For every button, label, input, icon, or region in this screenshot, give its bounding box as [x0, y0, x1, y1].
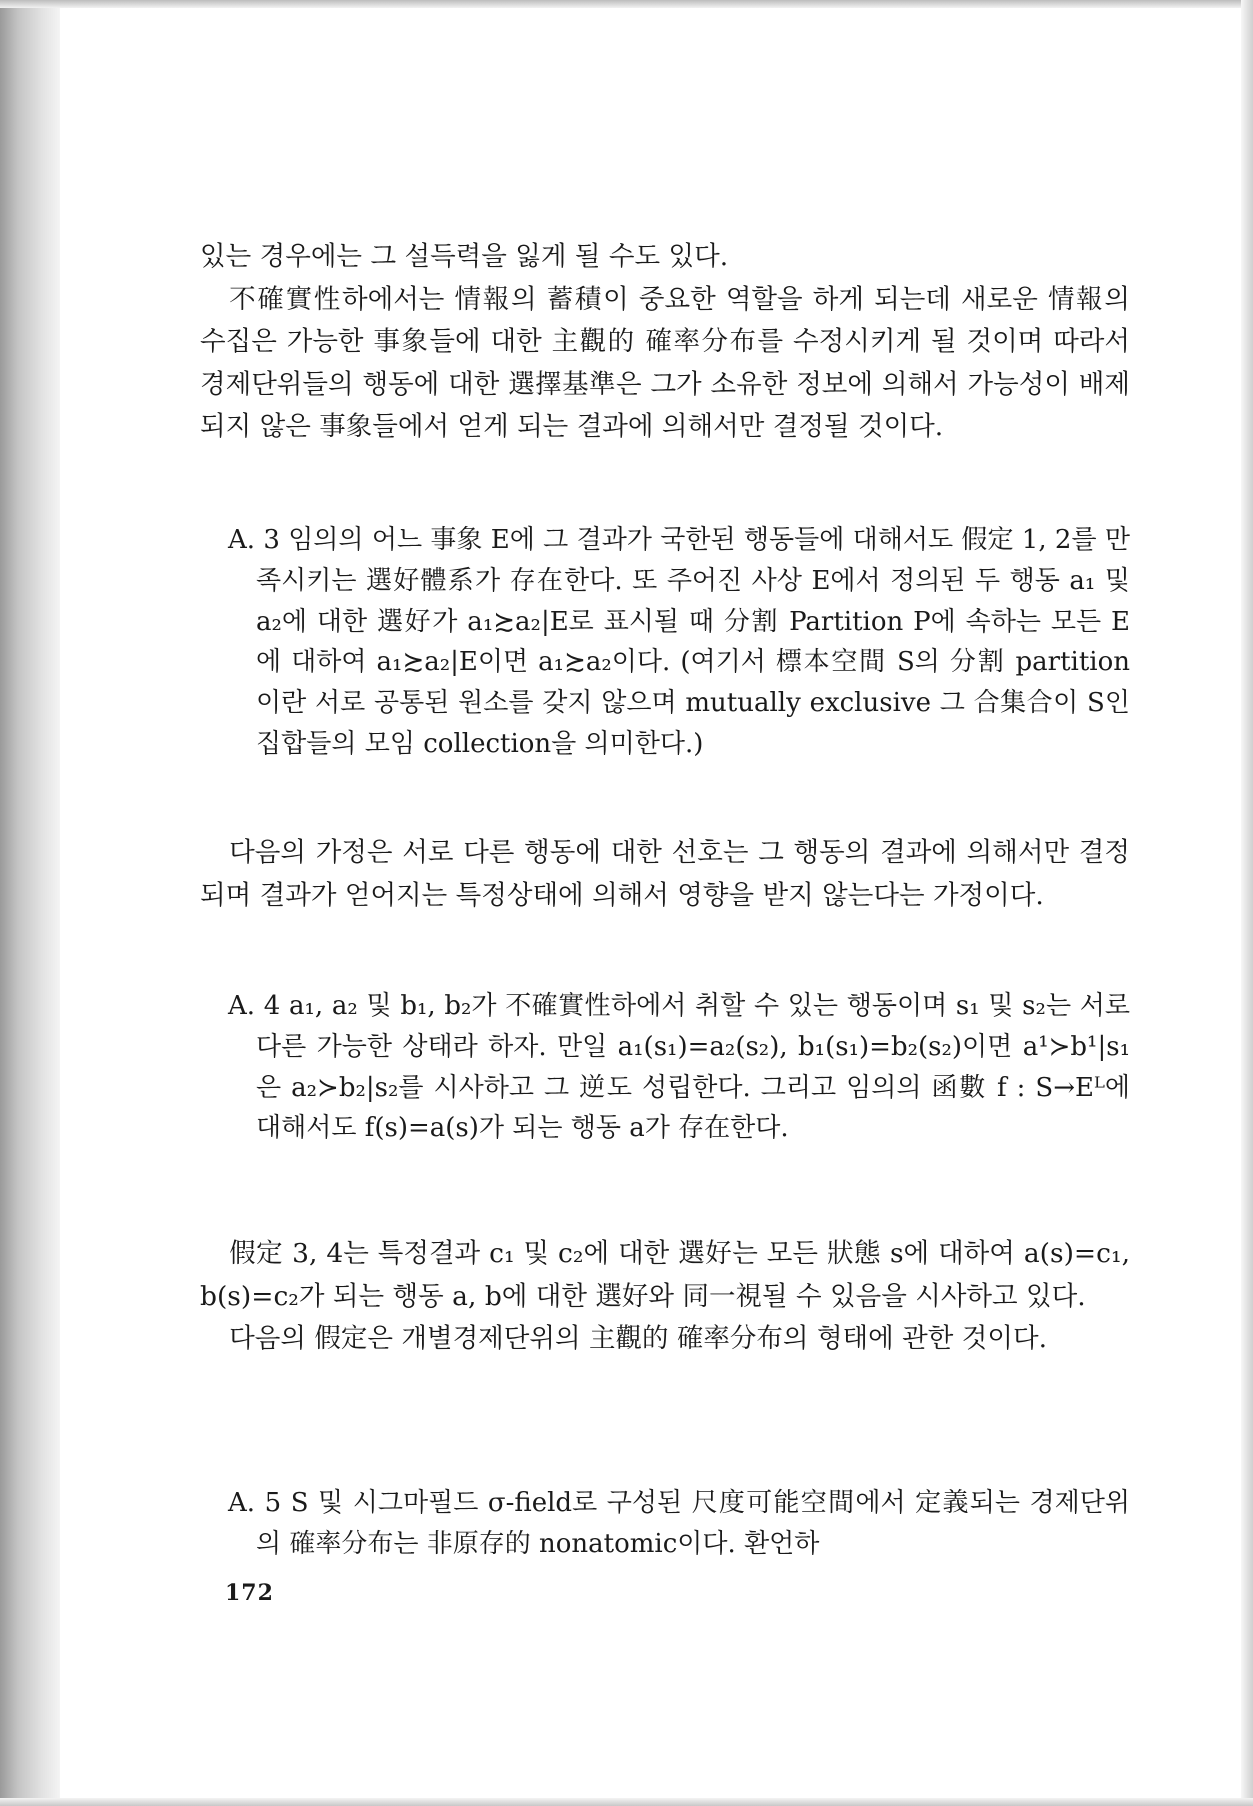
text-block-1 [200, 236, 1130, 449]
assumption-a5 [228, 1483, 1130, 1565]
paragraph-5: 다음의 假定은 개별경제단위의 主觀的 確率分布의 형태에 관한 것이다. [229, 1323, 1048, 1354]
book-bottom-edge [0, 1798, 1253, 1806]
book-top-edge [0, 0, 1253, 8]
paragraph-1: 있는 경우에는 그 설득력을 잃게 될 수도 있다. [200, 241, 729, 272]
assumption-a5-text: A. 5 S 및 시그마필드 σ-field로 구성된 尺度可能空間에서 定義되는 경제단위의 確率分布는 非原存的 nonatomic이다. 환언하 [228, 1488, 1130, 1559]
book-right-edge [1241, 0, 1253, 1806]
book-page [60, 8, 1241, 1798]
text-block-3 [200, 1233, 1130, 1361]
assumption-a4 [228, 986, 1130, 1149]
assumption-a4-text: A. 4 a₁, a₂ 및 b₁, b₂가 不確實性하에서 취할 수 있는 행동이며 s₁ 및 s₂는 서로 다른 가능한 상태라 하자. 만일 a₁(s₁)=a₂(s₂), b₁(s₁)=b₂(s₂)이면 a¹≻b¹|s₁은 a₂≻b₂|s₂를 시사하고 그 逆도 성립한다. 그리고 임의의 函數 f : S→Eᴸ에 대해서도 f(s)=a(s)가 되는 행동 a가 存在한다. [228, 991, 1130, 1144]
paragraph-4: 假定 3, 4는 특정결과 c₁ 및 c₂에 대한 選好는 모든 狀態 s에 대하여 a(s)=c₁, b(s)=c₂가 되는 행동 a, b에 대한 選好와 同一視될 수 있음을 시사하고 있다. [200, 1238, 1130, 1312]
page-number: 172 [225, 1580, 274, 1606]
assumption-a3-text: A. 3 임의의 어느 事象 E에 그 결과가 국한된 행동들에 대해서도 假定 1, 2를 만족시키는 選好體系가 存在한다. 또 주어진 사상 E에서 정의된 두 행동 a₁ 및 a₂에 대한 選好가 a₁≿a₂|E로 표시될 때 分割 Partition P에 속하는 모든 E에 대하여 a₁≿a₂|E이면 a₁≿a₂이다. (여기서 標本空間 S의 分割 partition이란 서로 공통된 원소를 갖지 않으며 mutually exclusive 그 合集合이 S인 집합들의 모임 collection을 의미한다.) [228, 525, 1130, 759]
paragraph-2: 不確實性하에서는 情報의 蓄積이 중요한 역할을 하게 되는데 새로운 情報의 수집은 가능한 事象들에 대한 主觀的 確率分布를 수정시키게 될 것이며 따라서 경제단위들의 행동에 대한 選擇基準은 그가 소유한 정보에 의해서 가능성이 배제되지 않은 事象들에서 얻게 되는 결과에 의해서만 결정될 것이다. [200, 283, 1130, 442]
assumption-a3 [228, 520, 1130, 765]
book-spine-edge [0, 0, 60, 1806]
paragraph-3: 다음의 가정은 서로 다른 행동에 대한 선호는 그 행동의 결과에 의해서만 결정되며 결과가 얻어지는 특정상태에 의해서 영향을 받지 않는다는 가정이다. [200, 837, 1130, 911]
text-block-2 [200, 832, 1130, 917]
